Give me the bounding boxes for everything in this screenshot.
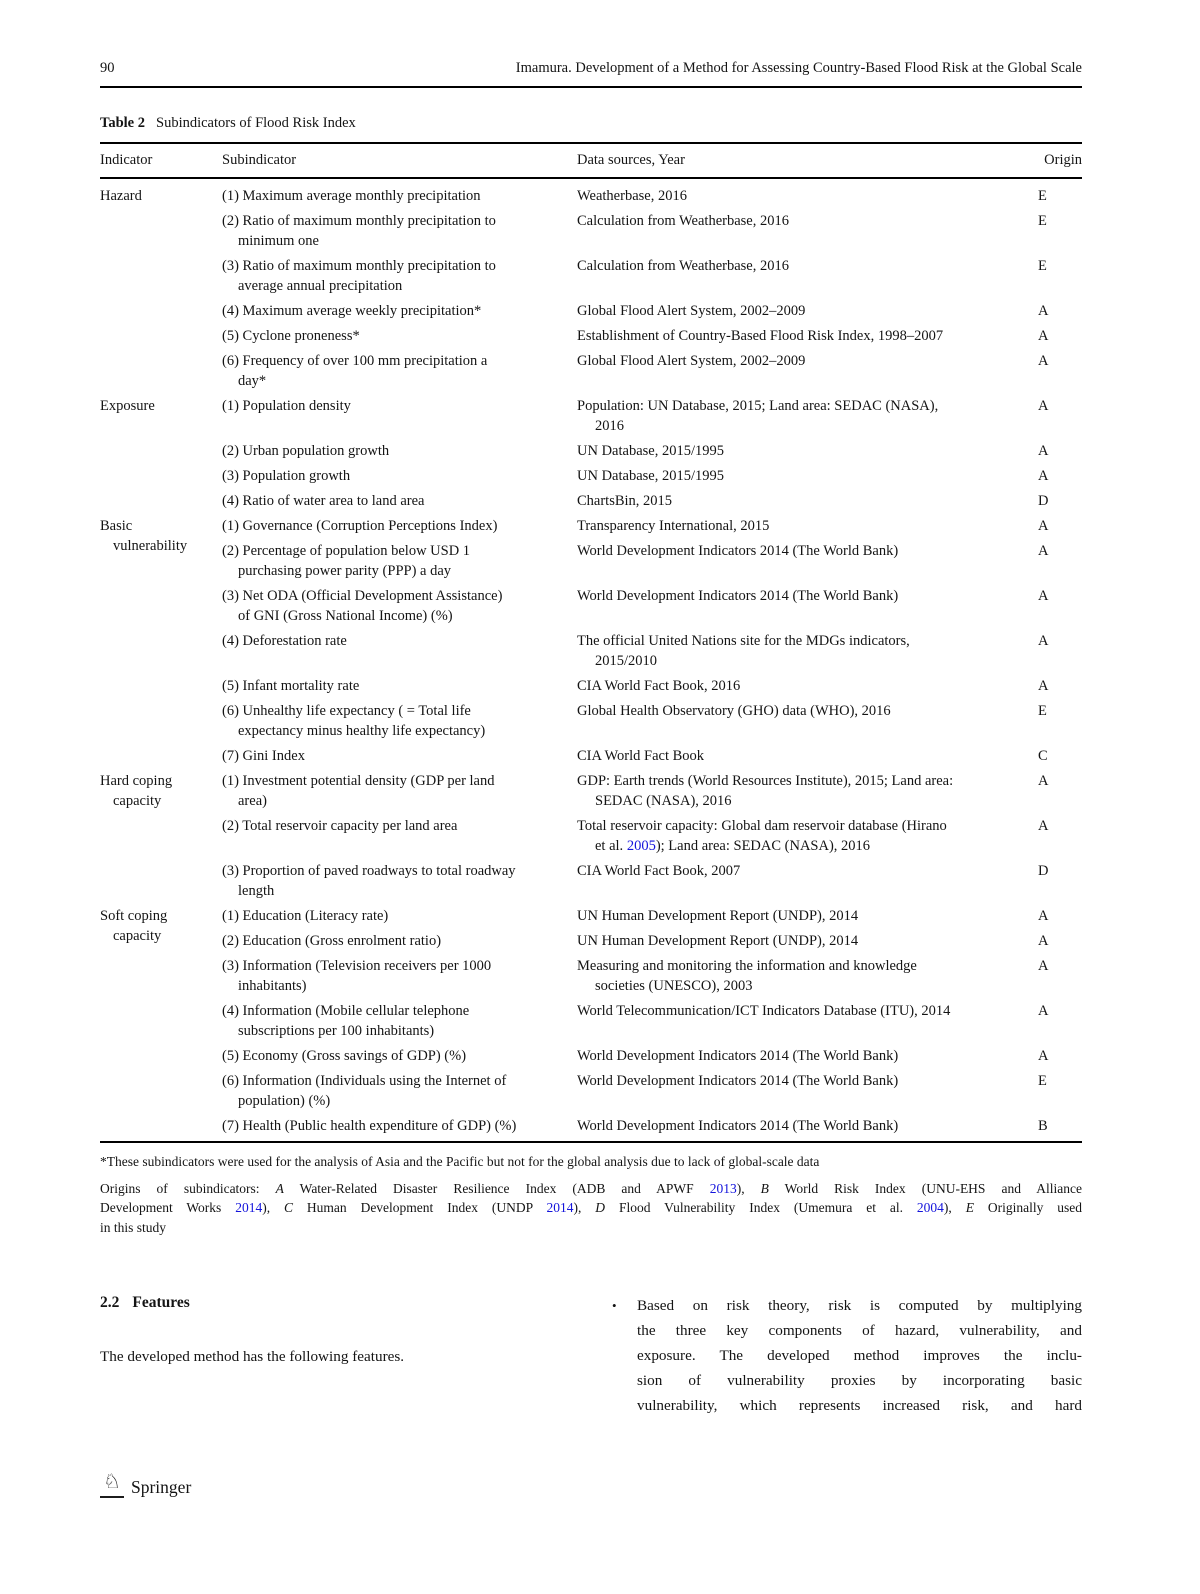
text-segment: 2015/2010	[595, 653, 658, 669]
cell-line	[577, 1046, 1027, 1066]
subindicator-cell	[222, 441, 577, 461]
subindicator-cell	[222, 676, 577, 696]
cell-line: (1) Investment potential density (GDP per land	[222, 773, 495, 789]
cell-line: (2) Ratio of maximum monthly precipitation to	[222, 213, 496, 229]
cell-line: population) (%)	[238, 1093, 331, 1109]
cell-line: (1) Maximum average monthly precipitation	[222, 188, 481, 204]
origin-cell: A	[1038, 588, 1049, 604]
table-row	[222, 586, 1082, 626]
text-segment: World Risk Index (UNU-EHS and Alliance	[768, 1180, 1082, 1196]
table-row	[222, 861, 1082, 901]
table-row	[222, 516, 1082, 536]
cell-line: (5) Cyclone proneness*	[222, 328, 360, 344]
subindicator-cell	[222, 256, 577, 296]
text-segment: Population: UN Database, 2015; Land area: SEDAC (NASA),	[577, 398, 939, 414]
subindicator-cell	[222, 326, 577, 346]
source-cell	[577, 586, 1035, 626]
cell-line: (3) Ratio of maximum monthly precipitation to	[222, 258, 496, 274]
origin-cell: A	[1038, 773, 1049, 789]
text-segment: World Development Indicators 2014 (The World Bank)	[577, 1073, 899, 1089]
table-row	[222, 931, 1082, 951]
cell-line	[577, 301, 1027, 321]
origin-cell: A	[1038, 633, 1049, 649]
features-intro-paragraph: The developed method has the following features.	[100, 1348, 405, 1365]
footnote-line	[100, 1179, 1082, 1199]
text-segment: ChartsBin, 2015	[577, 493, 673, 509]
text-segment: SEDAC (NASA), 2016	[595, 793, 732, 809]
cell-line: (7) Health (Public health expenditure of GDP) (%)	[222, 1118, 517, 1134]
text-segment: ),	[736, 1180, 761, 1196]
source-cell	[577, 186, 1035, 206]
cell-line	[577, 211, 1027, 231]
text-segment: UN Human Development Report (UNDP), 2014	[577, 908, 859, 924]
table-row	[222, 701, 1082, 741]
text-segment: The official United Nations site for the MDGs indicators,	[577, 633, 910, 649]
origin-code: A	[275, 1180, 284, 1196]
cell-line: (2) Education (Gross enrolment ratio)	[222, 933, 442, 949]
cell-line	[577, 186, 1027, 206]
citation-link[interactable]: 2013	[709, 1180, 737, 1196]
cell-line	[577, 516, 1027, 536]
text-segment: ); Land area: SEDAC (NASA), 2016	[655, 838, 871, 854]
section-title: Features	[132, 1294, 190, 1311]
cell-line: (1) Population density	[222, 398, 351, 414]
text-segment: GDP: Earth trends (World Resources Institute), 2015; Land area:	[577, 773, 954, 789]
indicator-label	[100, 516, 218, 556]
source-cell	[577, 1001, 1035, 1041]
text-segment: CIA World Fact Book, 2007	[577, 863, 741, 879]
right-column	[612, 1293, 1082, 1418]
origin-cell: D	[1038, 493, 1049, 509]
cell-line: (3) Information (Television receivers per 1000	[222, 958, 492, 974]
table-caption	[100, 113, 1082, 133]
cell-line	[577, 466, 1027, 486]
text-segment: Global Flood Alert System, 2002–2009	[577, 303, 806, 319]
subindicator-cell	[222, 956, 577, 996]
origins-note	[100, 1179, 1082, 1238]
cell-line: Hazard	[100, 188, 142, 204]
cell-line: length	[238, 883, 275, 899]
table-row	[222, 1116, 1082, 1136]
subindicator-cell	[222, 816, 577, 856]
cell-line	[577, 491, 1027, 511]
cell-line	[577, 1116, 1027, 1136]
cell-line	[577, 931, 1027, 951]
text-segment: Total reservoir capacity: Global dam reservoir database (Hirano	[577, 818, 947, 834]
cell-line	[577, 586, 1027, 606]
text-segment: CIA World Fact Book	[577, 748, 705, 764]
springer-wordmark: Springer	[131, 1477, 192, 1497]
text-segment: Measuring and monitoring the information and knowledge	[577, 958, 917, 974]
subindicator-cell	[222, 906, 577, 926]
subindicator-cell	[222, 1071, 577, 1111]
table-row	[222, 256, 1082, 296]
cell-line	[595, 651, 1027, 671]
cell-line: Exposure	[100, 398, 155, 414]
text-segment: Transparency International, 2015	[577, 518, 770, 534]
cell-line	[577, 1071, 1027, 1091]
cell-line	[595, 791, 1027, 811]
cell-line	[577, 1001, 1027, 1021]
origin-cell: A	[1038, 543, 1049, 559]
source-cell	[577, 466, 1035, 486]
subindicator-cell	[222, 771, 577, 811]
citation-link[interactable]: 2005	[626, 838, 656, 854]
source-cell	[577, 211, 1035, 251]
origin-cell: A	[1038, 678, 1049, 694]
text-segment: in this study	[100, 1219, 167, 1235]
springer-knight-icon: ♘	[100, 1470, 124, 1498]
source-cell	[577, 771, 1035, 811]
source-cell	[577, 676, 1035, 696]
source-cell	[577, 516, 1035, 536]
origin-cell: A	[1038, 1048, 1049, 1064]
table-row	[222, 1001, 1082, 1041]
cell-line	[577, 326, 1027, 346]
origin-cell: C	[1038, 748, 1048, 764]
left-column	[100, 1293, 570, 1418]
cell-line	[577, 676, 1027, 696]
source-cell	[577, 396, 1035, 436]
subindicator-cell	[222, 931, 577, 951]
subindicator-cell	[222, 211, 577, 251]
cell-line: average annual precipitation	[238, 278, 403, 294]
cell-line	[577, 746, 1027, 766]
cell-line	[577, 441, 1027, 461]
footnote-line	[100, 1198, 1082, 1218]
column-header-origin: Origin	[1044, 152, 1082, 168]
bullet-icon: •	[612, 1298, 617, 1313]
cell-line: (6) Information (Individuals using the Internet of	[222, 1073, 507, 1089]
table-caption-label: Table 2	[100, 115, 145, 131]
table-group	[100, 186, 1082, 391]
cell-line: inhabitants)	[238, 978, 307, 994]
table-bottom-rule	[100, 1141, 1082, 1143]
subindicator-cell	[222, 301, 577, 321]
table-row	[222, 541, 1082, 581]
running-head-title: Imamura. Development of a Method for Assessing Country-Based Flood Risk at the Global Scale	[515, 60, 1082, 76]
cell-line	[595, 416, 1027, 436]
origin-cell: A	[1038, 1003, 1049, 1019]
origin-code: D	[595, 1200, 606, 1215]
citation-link[interactable]: 2014	[546, 1200, 574, 1215]
cell-line: (1) Education (Literacy rate)	[222, 908, 389, 924]
text-segment: ),	[943, 1200, 966, 1215]
cell-line: (7) Gini Index	[222, 748, 305, 764]
cell-line: capacity	[113, 793, 162, 809]
subindicator-cell	[222, 541, 577, 581]
source-cell	[577, 861, 1035, 901]
cell-line: minimum one	[238, 233, 319, 249]
table-group	[100, 771, 1082, 901]
cell-line: of GNI (Gross National Income) (%)	[238, 608, 453, 624]
text-segment: Originally used	[973, 1200, 1082, 1215]
source-cell	[577, 441, 1035, 461]
text-segment: Flood Vulnerability Index (Umemura et al.	[605, 1200, 917, 1215]
cell-line: area)	[238, 793, 267, 809]
cell-line: (5) Economy (Gross savings of GDP) (%)	[222, 1048, 467, 1064]
bullet-line: the three key components of hazard, vulnerability, and	[637, 1322, 1082, 1339]
table-footnotes	[100, 1152, 1082, 1237]
cell-line: (6) Unhealthy life expectancy ( = Total life	[222, 703, 471, 719]
subindicator-cell	[222, 701, 577, 741]
indicator-label	[100, 396, 218, 416]
text-segment: World Development Indicators 2014 (The World Bank)	[577, 588, 899, 604]
cell-line: Hard coping	[100, 773, 173, 789]
text-segment: Weatherbase, 2016	[577, 188, 687, 204]
source-cell	[577, 1116, 1035, 1136]
group-rows	[222, 771, 1082, 901]
table-row	[222, 771, 1082, 811]
cell-line	[577, 956, 1027, 976]
text-segment: ),	[573, 1200, 596, 1215]
cell-line	[577, 816, 1027, 836]
text-segment: UN Database, 2015/1995	[577, 468, 724, 484]
origin-cell: E	[1038, 703, 1047, 719]
origin-cell: A	[1038, 398, 1049, 414]
text-segment: World Telecommunication/ICT Indicators Database (ITU), 2014	[577, 1003, 951, 1019]
table-row	[222, 956, 1082, 996]
cell-line: purchasing power parity (PPP) a day	[238, 563, 452, 579]
bullet-line: sion of vulnerability proxies by incorporating basic	[637, 1372, 1082, 1389]
origin-cell: B	[1038, 1118, 1048, 1134]
cell-line: (5) Infant mortality rate	[222, 678, 360, 694]
publisher-footer	[100, 1470, 1082, 1498]
features-section	[100, 1293, 1082, 1418]
text-segment: Establishment of Country-Based Flood Risk Index, 1998–2007	[577, 328, 944, 344]
table-row	[222, 906, 1082, 926]
origin-cell: A	[1038, 303, 1049, 319]
cell-line: (3) Net ODA (Official Development Assistance)	[222, 588, 503, 604]
origin-code: E	[965, 1200, 974, 1215]
cell-line	[577, 771, 1027, 791]
table-caption-text: Subindicators of Flood Risk Index	[156, 115, 356, 131]
table-row	[222, 491, 1082, 511]
cell-line: (3) Population growth	[222, 468, 351, 484]
table-row	[222, 746, 1082, 766]
bullet-line: Based on risk theory, risk is computed by multiplying	[637, 1297, 1082, 1314]
table-row	[222, 186, 1082, 206]
source-cell	[577, 906, 1035, 926]
table-row	[222, 631, 1082, 671]
table-row	[222, 441, 1082, 461]
feature-bullet-item	[612, 1293, 1082, 1418]
group-rows	[222, 906, 1082, 1136]
source-cell	[577, 541, 1035, 581]
origin-cell: A	[1038, 468, 1049, 484]
text-segment: Calculation from Weatherbase, 2016	[577, 213, 789, 229]
cell-line	[577, 351, 1027, 371]
group-rows	[222, 396, 1082, 511]
cell-line: Soft coping	[100, 908, 168, 924]
table-row	[222, 301, 1082, 321]
text-segment: societies (UNESCO), 2003	[595, 978, 753, 994]
table-group	[100, 516, 1082, 766]
origin-code: C	[284, 1200, 294, 1215]
cell-line: expectancy minus healthy life expectancy)	[238, 723, 486, 739]
cell-line: vulnerability	[113, 538, 188, 554]
text-segment: World Development Indicators 2014 (The World Bank)	[577, 1048, 899, 1064]
cell-line	[595, 836, 1027, 856]
cell-line	[577, 906, 1027, 926]
origin-cell: A	[1038, 518, 1049, 534]
text-segment: Global Flood Alert System, 2002–2009	[577, 353, 806, 369]
subindicator-cell	[222, 861, 577, 901]
column-header-subindicator: Subindicator	[222, 152, 297, 168]
section-number: 2.2	[100, 1294, 120, 1311]
source-cell	[577, 326, 1035, 346]
table-row	[222, 466, 1082, 486]
text-segment: 2016	[595, 418, 624, 434]
section-heading	[100, 1293, 570, 1313]
cell-line	[577, 541, 1027, 561]
text-segment: et al.	[595, 838, 627, 854]
source-cell	[577, 956, 1035, 996]
subindicator-cell	[222, 1001, 577, 1041]
origin-cell: E	[1038, 188, 1047, 204]
subindicator-cell	[222, 396, 577, 436]
page-number: 90	[100, 60, 115, 76]
table-row	[222, 351, 1082, 391]
origin-cell: A	[1038, 933, 1049, 949]
indicator-label	[100, 186, 218, 206]
origin-cell: E	[1038, 258, 1047, 274]
text-segment: World Development Indicators 2014 (The World Bank)	[577, 543, 899, 559]
text-segment: Origins of subindicators:	[100, 1180, 276, 1196]
text-segment: Development Works	[100, 1200, 236, 1215]
table-row	[222, 211, 1082, 251]
table-row	[222, 396, 1082, 436]
cell-line	[595, 976, 1027, 996]
running-head	[100, 58, 1082, 88]
text-segment: World Development Indicators 2014 (The World Bank)	[577, 1118, 899, 1134]
table-group	[100, 396, 1082, 511]
subindicator-cell	[222, 466, 577, 486]
origin-cell: A	[1038, 353, 1049, 369]
table-row	[222, 1046, 1082, 1066]
origin-cell: A	[1038, 818, 1049, 834]
subindicator-cell	[222, 186, 577, 206]
indicator-label	[100, 906, 218, 946]
cell-line: capacity	[113, 928, 162, 944]
cell-line: (3) Proportion of paved roadways to total roadway	[222, 863, 516, 879]
subindicator-cell	[222, 491, 577, 511]
cell-line: day*	[238, 373, 267, 389]
source-cell	[577, 816, 1035, 856]
text-segment: Global Health Observatory (GHO) data (WHO), 2016	[577, 703, 891, 719]
table-row	[222, 676, 1082, 696]
cell-line: (4) Ratio of water area to land area	[222, 493, 425, 509]
cell-line	[577, 256, 1027, 276]
table-row	[222, 326, 1082, 346]
source-cell	[577, 1071, 1035, 1111]
source-cell	[577, 631, 1035, 671]
origin-cell: E	[1038, 213, 1047, 229]
group-rows	[222, 186, 1082, 391]
group-rows	[222, 516, 1082, 766]
column-header-data-sources: Data sources, Year	[577, 152, 685, 168]
text-segment: CIA World Fact Book, 2016	[577, 678, 741, 694]
table-row	[222, 816, 1082, 856]
origin-cell: A	[1038, 958, 1049, 974]
source-cell	[577, 351, 1035, 391]
asterisk-footnote: *These subindicators were used for the analysis of Asia and the Pacific but not for the global analysis due to lack of global-scale data	[100, 1154, 820, 1169]
text-segment: ),	[262, 1200, 284, 1215]
table-header-row	[100, 142, 1082, 179]
subindicator-cell	[222, 746, 577, 766]
table-row	[222, 1071, 1082, 1111]
bullet-line: vulnerability, which represents increased risk, and hard	[637, 1397, 1082, 1414]
cell-line: (4) Information (Mobile cellular telephone	[222, 1003, 470, 1019]
citation-link[interactable]: 2004	[916, 1200, 944, 1215]
origin-cell: D	[1038, 863, 1049, 879]
subindicator-cell	[222, 1046, 577, 1066]
cell-line: Basic	[100, 518, 133, 534]
feature-bullet-text	[637, 1293, 1082, 1418]
cell-line	[577, 861, 1027, 881]
source-cell	[577, 491, 1035, 511]
bullet-line: exposure. The developed method improves the inclu-	[637, 1347, 1082, 1364]
text-segment: Calculation from Weatherbase, 2016	[577, 258, 789, 274]
cell-line: subscriptions per 100 inhabitants)	[238, 1023, 435, 1039]
cell-line	[577, 701, 1027, 721]
origin-cell: A	[1038, 328, 1049, 344]
subindicator-cell	[222, 351, 577, 391]
subindicator-cell	[222, 631, 577, 671]
origin-cell: A	[1038, 908, 1049, 924]
text-segment: UN Database, 2015/1995	[577, 443, 724, 459]
text-segment: UN Human Development Report (UNDP), 2014	[577, 933, 859, 949]
text-segment: Human Development Index (UNDP	[293, 1200, 547, 1215]
cell-line: (2) Urban population growth	[222, 443, 390, 459]
cell-line: (6) Frequency of over 100 mm precipitation a	[222, 353, 488, 369]
source-cell	[577, 1046, 1035, 1066]
cell-line: (1) Governance (Corruption Perceptions Index)	[222, 518, 498, 534]
source-cell	[577, 746, 1035, 766]
cell-line	[577, 631, 1027, 651]
subindicator-cell	[222, 516, 577, 536]
footnote-line	[100, 1218, 1082, 1238]
subindicator-cell	[222, 1116, 577, 1136]
origin-code: B	[760, 1180, 769, 1196]
cell-line	[577, 396, 1027, 416]
citation-link[interactable]: 2014	[235, 1200, 263, 1215]
source-cell	[577, 931, 1035, 951]
cell-line: (2) Percentage of population below USD 1	[222, 543, 471, 559]
origin-cell: A	[1038, 443, 1049, 459]
table-group	[100, 906, 1082, 1136]
table-body	[100, 186, 1082, 1136]
cell-line: (4) Deforestation rate	[222, 633, 347, 649]
cell-line: (2) Total reservoir capacity per land area	[222, 818, 458, 834]
source-cell	[577, 256, 1035, 296]
source-cell	[577, 701, 1035, 741]
subindicator-cell	[222, 586, 577, 626]
column-header-indicator: Indicator	[100, 152, 153, 168]
indicator-label	[100, 771, 218, 811]
source-cell	[577, 301, 1035, 321]
origin-cell: E	[1038, 1073, 1047, 1089]
cell-line: (4) Maximum average weekly precipitation*	[222, 303, 482, 319]
text-segment: Water-Related Disaster Resilience Index (ADB and APWF	[283, 1180, 710, 1196]
